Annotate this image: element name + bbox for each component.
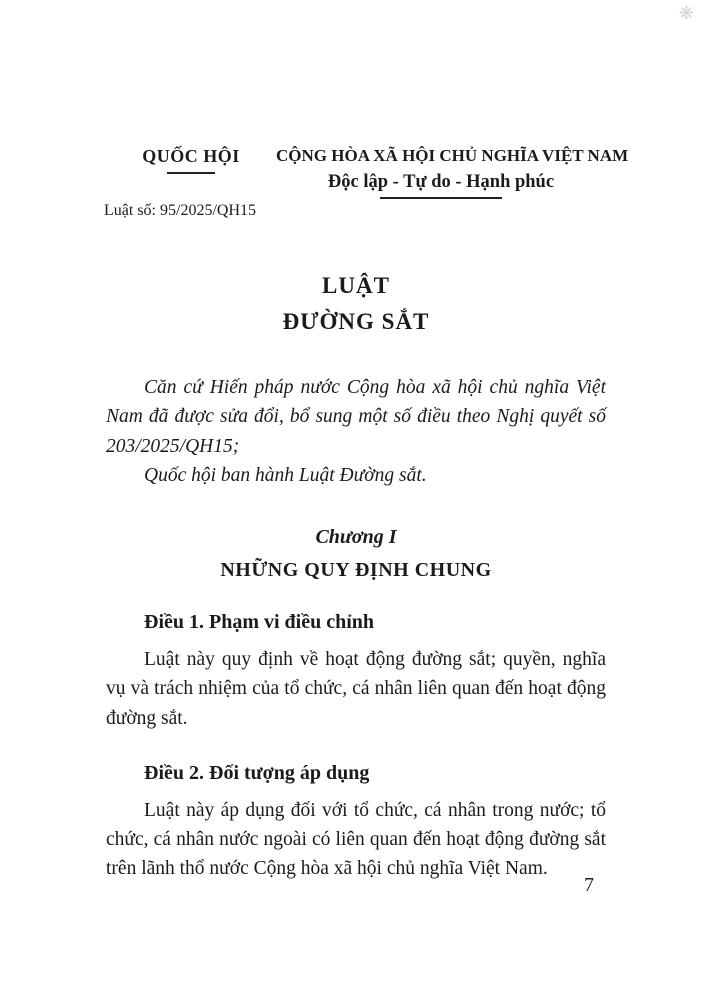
page-number: 7 <box>584 874 594 896</box>
article-1-heading: Điều 1. Phạm vi điều chỉnh <box>144 611 375 633</box>
article-2 <box>106 762 606 884</box>
country-name: CỘNG HÒA XÃ HỘI CHỦ NGHĨA VIỆT NAM <box>276 146 629 165</box>
preamble-basis-clause: Căn cứ Hiến pháp nước Cộng hòa xã hội chủ nghĩa Việt Nam đã được sửa đổi, bổ sung một số điều theo Nghị quyết số 203/2025/QH15; <box>106 377 606 457</box>
article-2-heading: Điều 2. Đối tượng áp dụng <box>144 761 370 784</box>
article-2-body: Luật này áp dụng đối với tổ chức, cá nhân trong nước; tổ chức, cá nhân nước ngoài có liên quan đến hoạt động đường sắt trên lãnh thổ nước Cộng hòa xã hội chủ nghĩa Việt Nam. <box>106 799 606 880</box>
issuing-body-underline <box>167 172 215 174</box>
law-number: Luật số: 95/2025/QH15 <box>104 202 256 219</box>
document-title-word: LUẬT <box>322 273 390 298</box>
page-content <box>104 0 629 884</box>
chapter-label: Chương I <box>315 526 397 548</box>
article-1-body: Luật này quy định về hoạt động đường sắt; quyền, nghĩa vụ và trách nhiệm của tổ chức, cá nhân liên quan đến hoạt động đường sắt. <box>106 649 606 729</box>
chapter-title: NHỮNG QUY ĐỊNH CHUNG <box>220 559 492 581</box>
header-right-block <box>276 146 629 199</box>
national-header <box>104 146 629 220</box>
document-title <box>106 274 606 333</box>
issuing-body: QUỐC HỘI <box>142 146 240 166</box>
national-motto: Độc lập - Tự do - Hạnh phúc <box>327 172 555 192</box>
document-title-subject: ĐƯỜNG SẮT <box>282 309 430 334</box>
preamble-enactment-clause: Quốc hội ban hành Luật Đường sắt. <box>144 464 427 486</box>
motto-underline <box>380 197 502 199</box>
preamble <box>106 373 606 490</box>
header-left-block <box>104 146 276 219</box>
article-1 <box>106 611 606 733</box>
flower-decoration-icon: ❋ <box>678 3 694 23</box>
